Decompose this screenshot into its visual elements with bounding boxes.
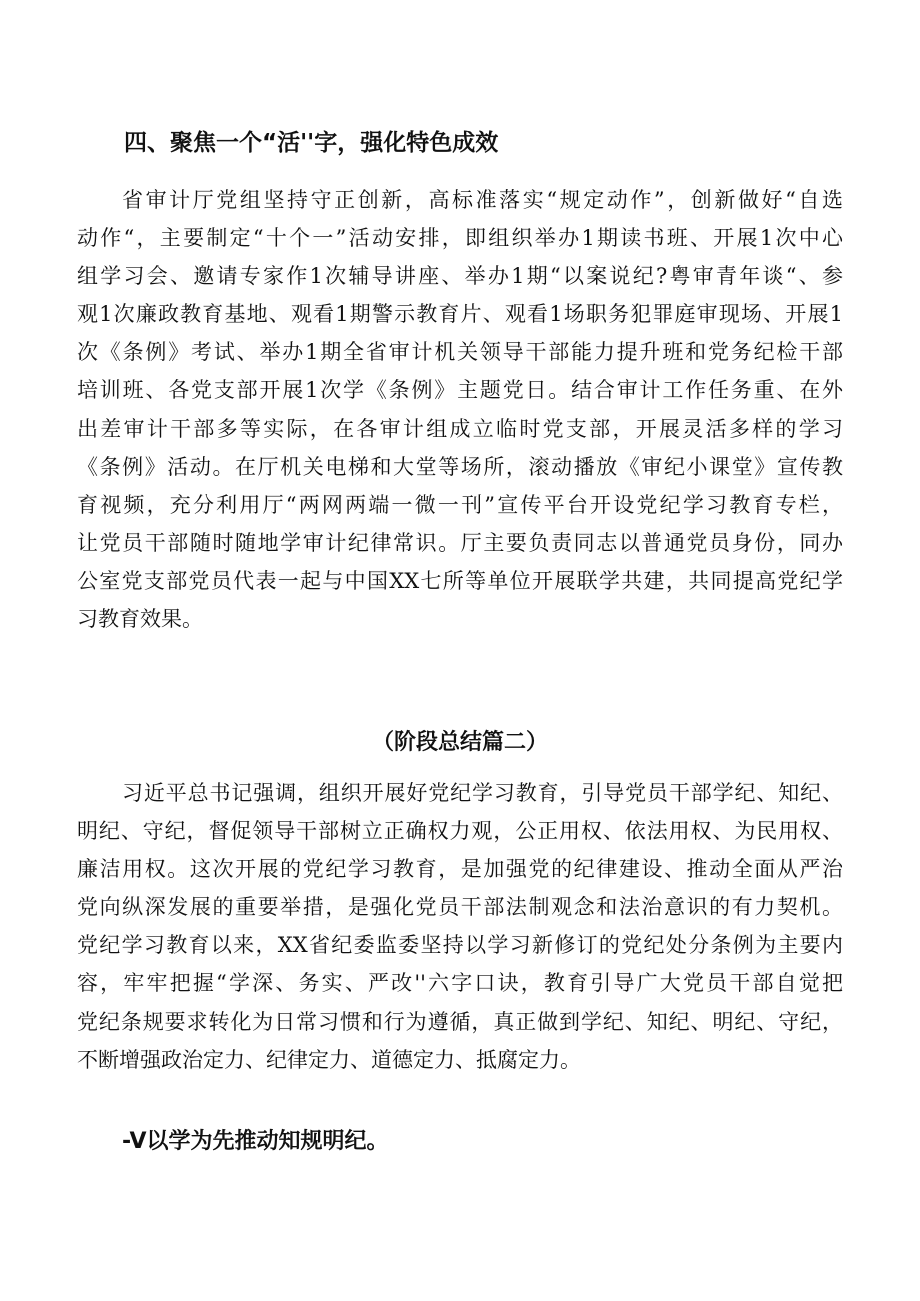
paragraph-line: 党向纵深发展的重要举措，是强化党员干部法制观念和法治意识的有力契机。 <box>77 895 843 920</box>
paragraph-line: 出差审计干部多等实际，在各审计组成立临时党支部，开展灵活多样的学习 <box>77 416 843 441</box>
paragraph-line: 公室党支部党员代表一起与中国XX七所等单位开展联学共建，共同提高党纪学 <box>77 568 843 593</box>
paragraph-line: 不断增强政治定力、纪律定力、道德定力、抵腐定力。 <box>77 1047 581 1072</box>
paragraph-audit-office <box>77 181 843 638</box>
paragraph-line: 培训班、各党支部开展1次学《条例》主题党日。结合审计工作任务重、在外 <box>77 378 843 403</box>
subheading: -V以学为先推动知规明纪。 <box>122 1129 389 1154</box>
paragraph-line: 党纪条规要求转化为日常习惯和行为遵循，真正做到学纪、知纪、明纪、守纪， <box>77 1009 843 1034</box>
paragraph-line: 党纪学习教育以来，XX省纪委监委坚持以学习新修订的党纪处分条例为主要内 <box>77 933 843 958</box>
paragraph-line: 观1次廉政教育基地、观看1期警示教育片、观看1场职务犯罪庭审现场、开展1 <box>77 302 843 327</box>
paragraph-line: 次《条例》考试、举办1期全省审计机关领导干部能力提升班和党务纪检干部 <box>77 340 843 365</box>
paragraph-line: 《条例》活动。在厅机关电梯和大堂等场所，滚动播放《审纪小课堂》宣传教 <box>77 454 843 479</box>
paragraph-line: 容，牢牢把握“学深、务实、严改''六字口诀，教育引导广大党员干部自觉把 <box>77 971 843 996</box>
paragraph-line: 育视频，充分利用厅“两网两端一微一刊”宣传平台开设党纪学习教育专栏， <box>77 492 843 517</box>
paragraph-line: 让党员干部随时随地学审计纪律常识。厅主要负责同志以普通党员身份，同办 <box>77 530 843 555</box>
section-heading-4: 四、聚焦一个“活''字，强化特色成效 <box>124 130 499 156</box>
paragraph-line: 廉洁用权。这次开展的党纪学习教育，是加强党的纪律建设、推动全面从严治 <box>77 857 843 882</box>
paragraph-line: 习教育效果。 <box>77 607 203 632</box>
paragraph-line: 省审计厅党组坚持守正创新，高标准落实“规定动作”，创新做好“自选 <box>122 188 843 212</box>
paragraph-line: 明纪、守纪，督促领导干部树立正确权力观，公正用权、依法用权、为民用权、 <box>77 819 843 844</box>
section-title: （阶段总结篇二） <box>371 730 548 755</box>
paragraph-line: 动作“，主要制定“十个一”活动安排，即组织举办1期读书班、开展1次中心 <box>77 226 843 251</box>
paragraph-line: 习近平总书记强调，组织开展好党纪学习教育，引导党员干部学纪、知纪、 <box>122 781 843 805</box>
paragraph-line: 组学习会、邀请专家作1次辅导讲座、举办1期“以案说纪?粤审青年谈“、参 <box>77 264 843 289</box>
paragraph-discipline-education <box>77 774 843 1079</box>
